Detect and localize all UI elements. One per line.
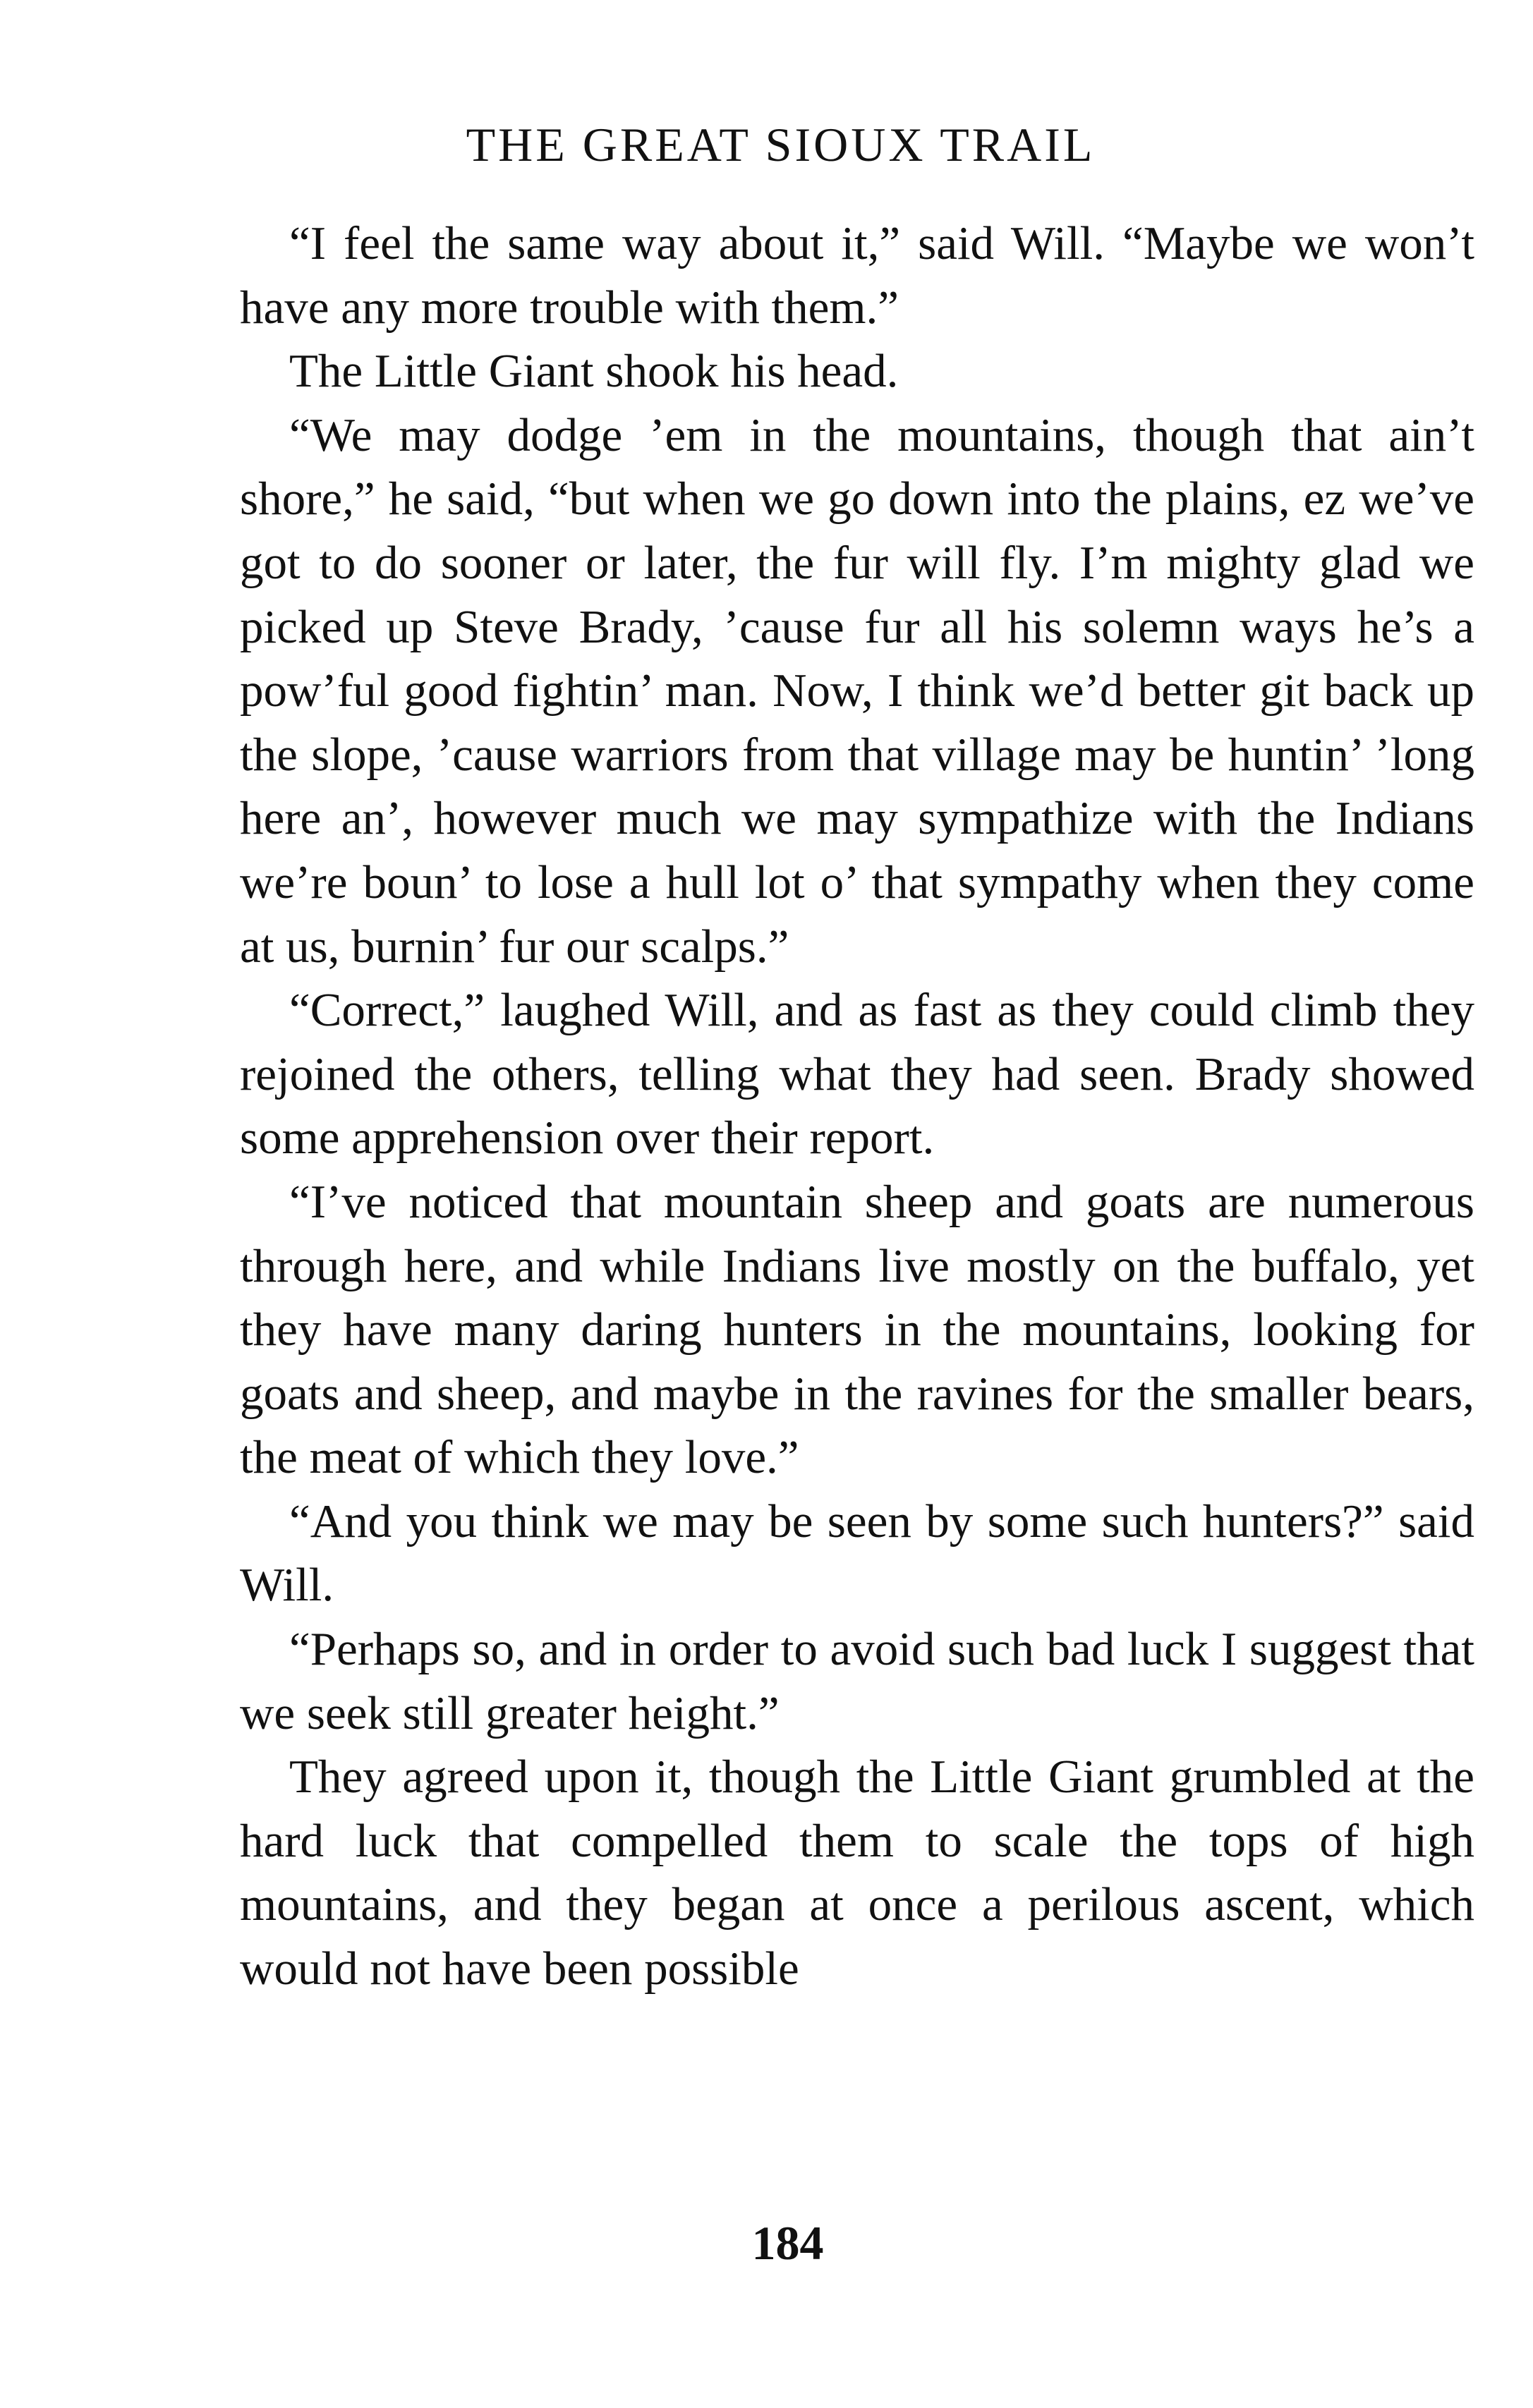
running-head: THE GREAT SIOUX TRAIL bbox=[466, 118, 1096, 171]
paragraph: “I feel the same way about it,” said Will. “Maybe we won’t have any more trouble with them.” bbox=[240, 217, 1474, 334]
page-number: 184 bbox=[751, 2216, 824, 2270]
paragraph: They agreed upon it, though the Little Giant grumbled at the hard luck that compelled them to scale the tops of high mountains, and they began at once a perilous ascent, which would not have been possible bbox=[240, 1751, 1474, 1995]
paragraph: “And you think we may be seen by some such hunters?” said Will. bbox=[240, 1495, 1474, 1612]
paragraph: The Little Giant shook his head. bbox=[289, 345, 899, 398]
paragraph: “We may dodge ’em in the mountains, though that ain’t shore,” he said, “but when we go down into the plains, ez we’ve got to do sooner or later, the fur will fly. I’m mighty glad we picked up Steve Brady, ’cause fur all his solemn ways he’s a pow’ful good fightin’ man. Now, I think we’d better git back up the slope, ’cause warriors from that village may be huntin’ ’long here an’, however much we may sympathize with the Indians we’re boun’ to lose a hull lot o’ that sympathy when they come at us, burnin’ fur our scalps.” bbox=[240, 408, 1474, 973]
body-text bbox=[240, 212, 1474, 2001]
paragraph: “Correct,” laughed Will, and as fast as they could climb they rejoined the others, telling what they had seen. Brady showed some apprehension over their report. bbox=[240, 984, 1474, 1165]
paragraph: “I’ve noticed that mountain sheep and goats are numerous through here, and while Indians live mostly on the buffalo, yet they have many daring hunters in the mountains, looking for goats and sheep, and maybe in the ravines for the smaller bears, the meat of which they love.” bbox=[240, 1175, 1474, 1484]
paragraph: “Perhaps so, and in order to avoid such bad luck I suggest that we seek still greater height.” bbox=[240, 1623, 1474, 1739]
